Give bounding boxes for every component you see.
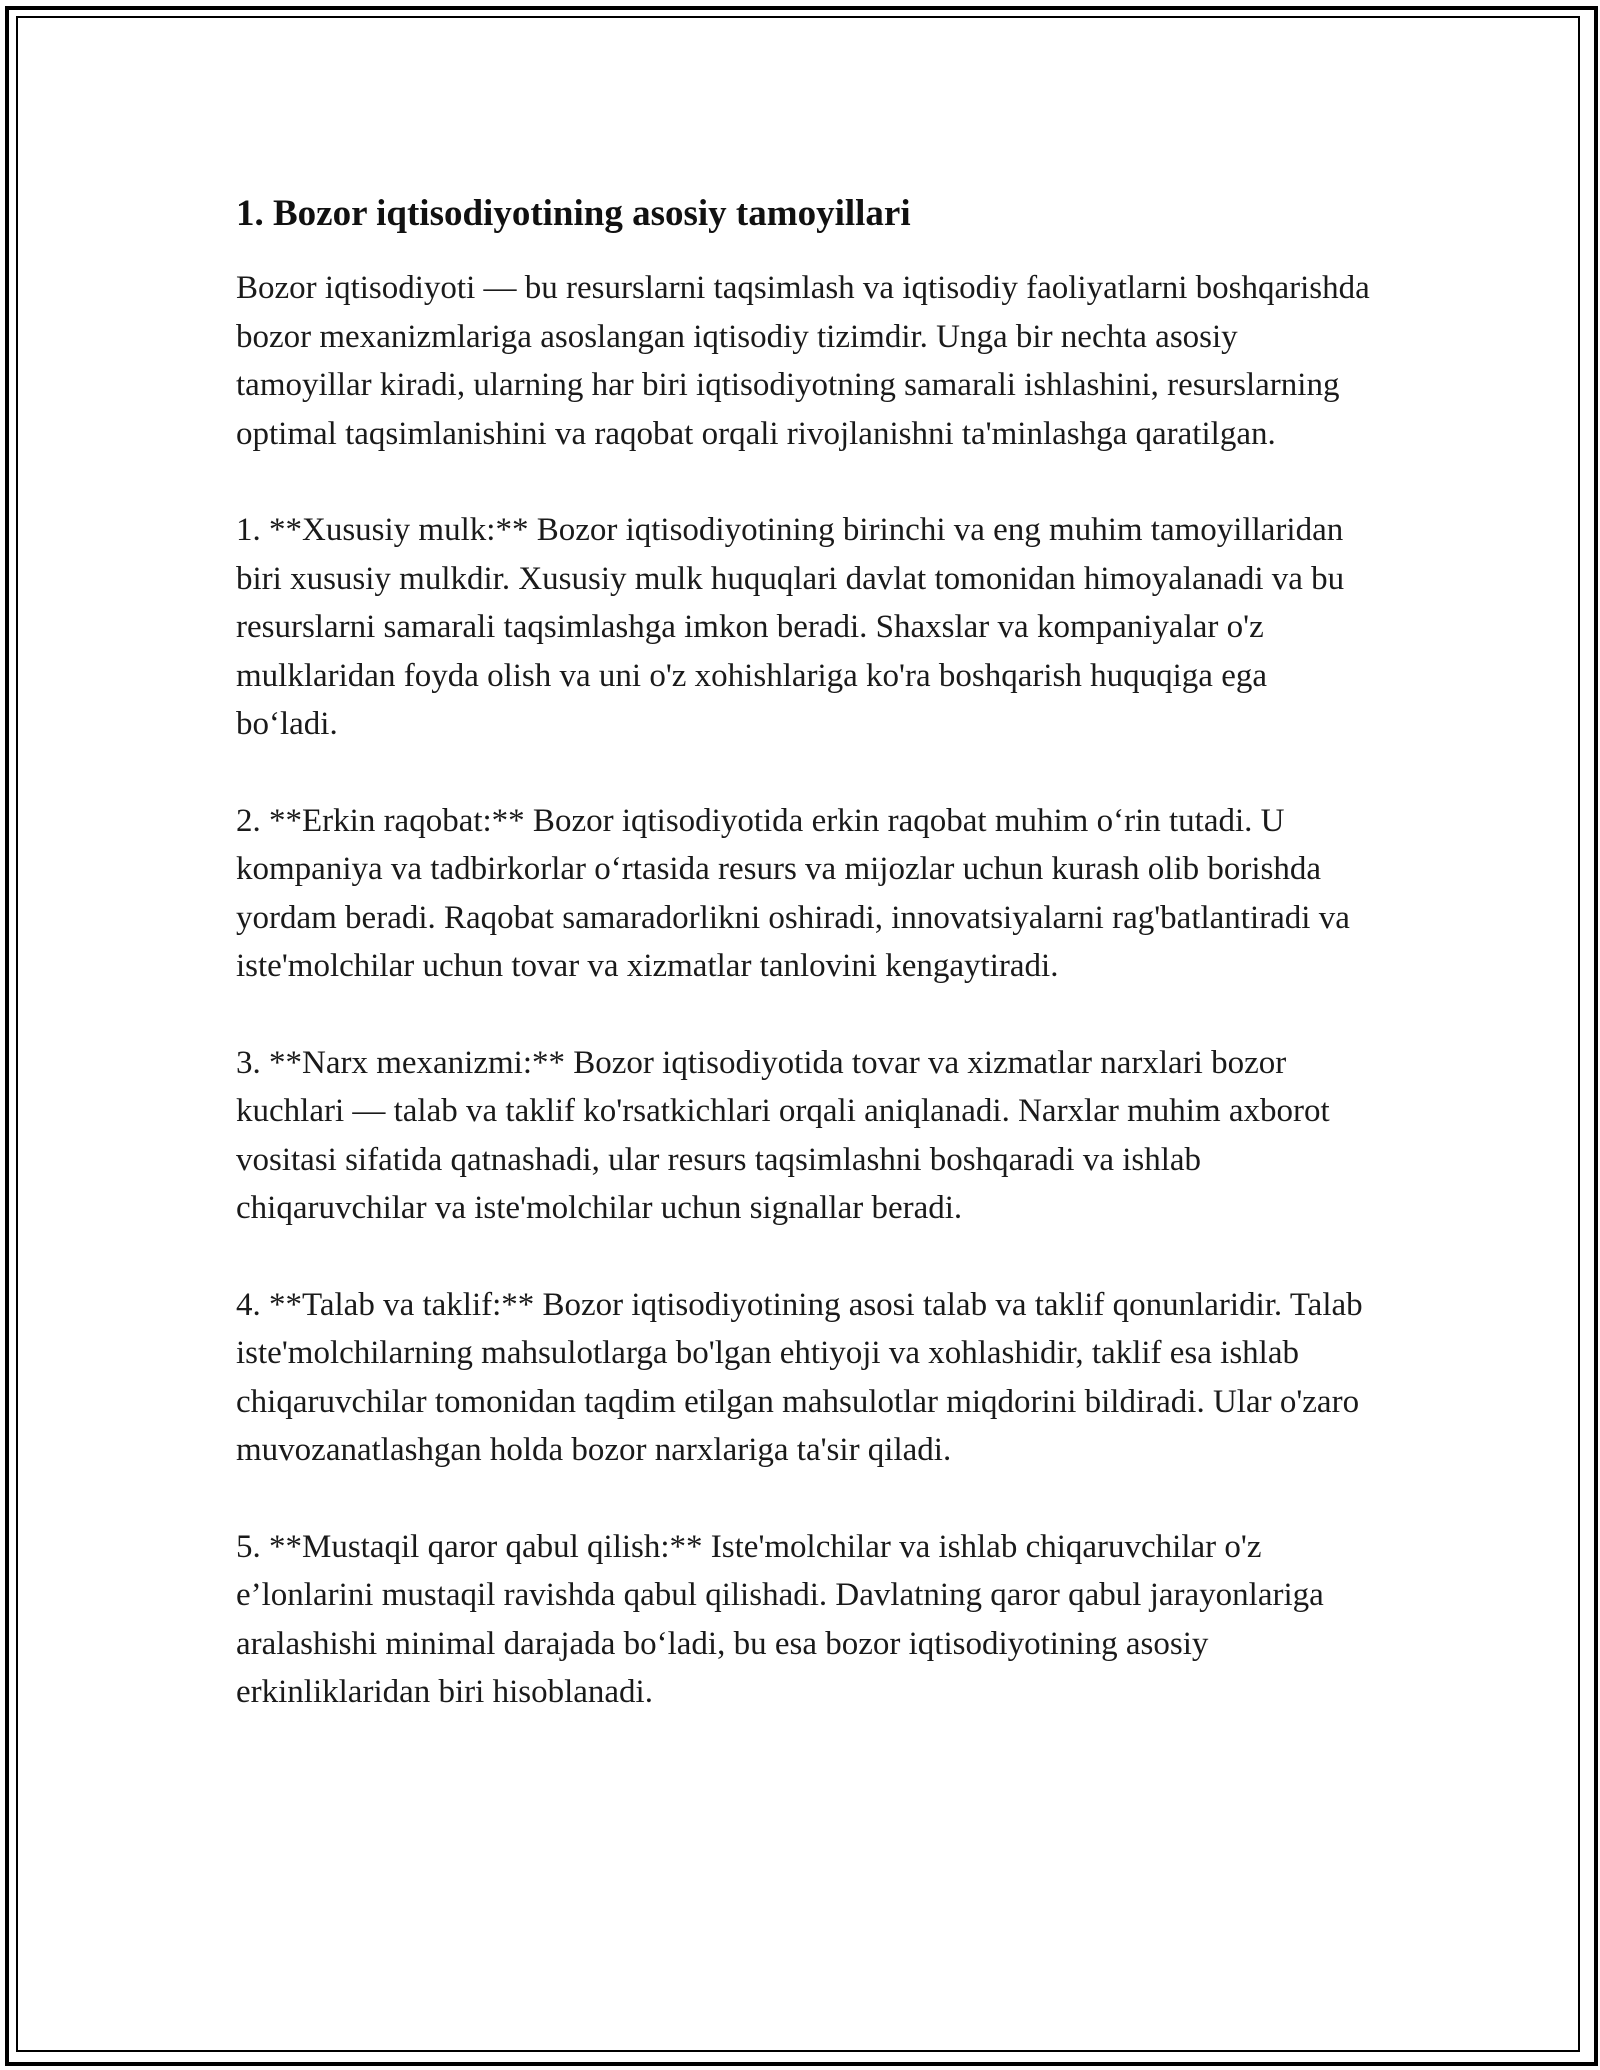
document-body xyxy=(236,188,1376,1717)
principle-independent-decisions: 5. **Mustaqil qaror qabul qilish:** Iste'molchilar va ishlab chiqaruvchilar o'z e’lonlarini mustaqil ravishda qabul qilishadi. Davlatning qaror qabul jarayonlariga aralashishi minimal darajada bo‘ladi, bu esa bozor iqtisodiyotining asosiy erkinliklaridan biri hisoblanadi. xyxy=(236,1528,1324,1710)
principle-supply-demand: 4. **Talab va taklif:** Bozor iqtisodiyotining asosi talab va taklif qonunlaridir. Talab iste'molchilarning mahsulotlarga bo'lgan ehtiyoji va xohlashidir, taklif esa ishlab chiqaruvchilar tomonidan taqdim etilgan mahsulotlar miqdorini bildiradi. Ular o'zaro muvozanatlashgan holda bozor narxlariga ta'sir qiladi. xyxy=(236,1286,1363,1468)
principle-price-mechanism: 3. **Narx mexanizmi:** Bozor iqtisodiyotida tovar va xizmatlar narxlari bozor kuchlari — talab va taklif ko'rsatkichlari orqali aniqlanadi. Narxlar muhim axborot vositasi sifatida qatnashadi, ular resurs taqsimlashni boshqaradi va ishlab chiqaruvchilar va iste'molchilar uchun signallar beradi. xyxy=(236,1044,1330,1226)
principle-private-property: 1. **Xususiy mulk:** Bozor iqtisodiyotining birinchi va eng muhim tamoyillaridan biri xususiy mulkdir. Xususiy mulk huquqlari davlat tomonidan himoyalanadi va bu resurslarni samarali taqsimlashga imkon beradi. Shaxslar va kompaniyalar o'z mulklaridan foyda olish va uni o'z xohishlariga ko'ra boshqarish huquqiga ega bo‘ladi. xyxy=(236,512,1345,742)
principle-free-competition: 2. **Erkin raqobat:** Bozor iqtisodiyotida erkin raqobat muhim o‘rin tutadi. U kompaniya va tadbirkorlar o‘rtasida resurs va mijozlar uchun kurash olib borishda yordam beradi. Raqobat samaradorlikni oshiradi, innovatsiyalarni rag'batlantiradi va iste'molchilar uchun tovar va xizmatlar tanlovini kengaytiradi. xyxy=(236,802,1350,984)
document-title: 1. Bozor iqtisodiyotining asosiy tamoyillari xyxy=(236,193,911,234)
intro-paragraph: Bozor iqtisodiyoti — bu resurslarni taqsimlash va iqtisodiy faoliyatlarni boshqarishda bozor mexanizmlariga asoslangan iqtisodiy tizimdir. Unga bir nechta asosiy tamoyillar kiradi, ularning har biri iqtisodiyotning samarali ishlashini, resurslarning optimal taqsimlanishini va raqobat orqali rivojlanishni ta'minlashga qaratilgan. xyxy=(236,270,1370,452)
